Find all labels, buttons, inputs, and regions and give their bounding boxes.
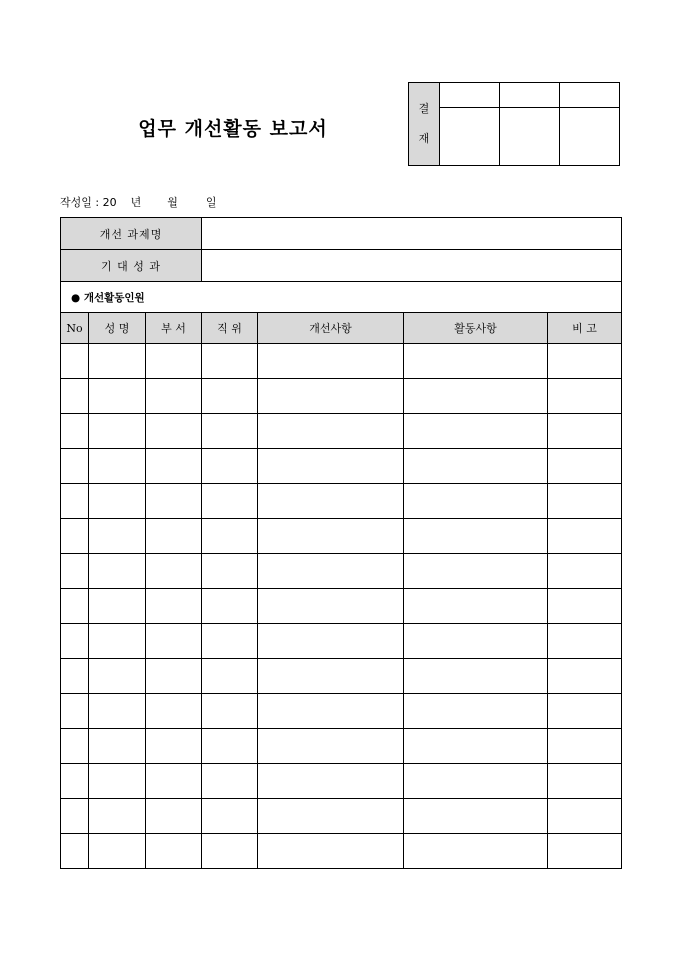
table-cell[interactable] xyxy=(89,799,146,834)
table-cell[interactable] xyxy=(548,834,622,869)
col-header-position: 직 위 xyxy=(202,313,258,344)
table-cell[interactable] xyxy=(548,624,622,659)
table-cell[interactable] xyxy=(202,449,258,484)
table-cell[interactable] xyxy=(89,344,146,379)
table-cell[interactable] xyxy=(146,379,202,414)
table-cell[interactable] xyxy=(89,414,146,449)
document-title: 업무 개선활동 보고서 xyxy=(138,118,328,140)
table-cell[interactable] xyxy=(404,414,548,449)
table-cell[interactable] xyxy=(61,414,89,449)
table-cell[interactable] xyxy=(404,799,548,834)
table-cell[interactable] xyxy=(258,799,404,834)
report-table xyxy=(60,217,622,869)
table-cell[interactable] xyxy=(404,344,548,379)
table-cell[interactable] xyxy=(61,519,89,554)
table-cell[interactable] xyxy=(202,484,258,519)
table-row xyxy=(61,379,622,414)
table-cell[interactable] xyxy=(89,764,146,799)
table-cell[interactable] xyxy=(61,624,89,659)
table-cell[interactable] xyxy=(404,834,548,869)
table-cell[interactable] xyxy=(146,554,202,589)
table-cell[interactable] xyxy=(61,589,89,624)
table-cell[interactable] xyxy=(89,554,146,589)
approval-box xyxy=(408,82,620,166)
table-cell[interactable] xyxy=(548,764,622,799)
table-cell[interactable] xyxy=(404,379,548,414)
table-cell[interactable] xyxy=(258,449,404,484)
table-cell[interactable] xyxy=(146,519,202,554)
table-cell[interactable] xyxy=(146,589,202,624)
table-cell[interactable] xyxy=(548,589,622,624)
col-header-activity: 활동사항 xyxy=(404,313,548,344)
table-cell[interactable] xyxy=(89,659,146,694)
approval-title-cell-2[interactable] xyxy=(500,83,560,108)
table-row xyxy=(61,414,622,449)
approval-sign-cell-3[interactable] xyxy=(560,108,620,166)
table-cell[interactable] xyxy=(202,519,258,554)
table-cell[interactable] xyxy=(146,484,202,519)
table-cell[interactable] xyxy=(548,554,622,589)
table-cell[interactable] xyxy=(202,624,258,659)
approval-label-top: 결 xyxy=(418,102,430,115)
table-cell[interactable] xyxy=(202,694,258,729)
table-cell[interactable] xyxy=(202,554,258,589)
table-cell[interactable] xyxy=(61,344,89,379)
table-row xyxy=(61,764,622,799)
table-cell[interactable] xyxy=(258,589,404,624)
table-cell[interactable] xyxy=(61,694,89,729)
approval-label-bottom: 재 xyxy=(418,132,430,145)
table-cell[interactable] xyxy=(258,659,404,694)
table-cell[interactable] xyxy=(89,519,146,554)
approval-title-cell-3[interactable] xyxy=(560,83,620,108)
table-cell[interactable] xyxy=(146,624,202,659)
table-cell[interactable] xyxy=(548,484,622,519)
table-cell[interactable] xyxy=(89,834,146,869)
table-row xyxy=(61,799,622,834)
table-cell[interactable] xyxy=(548,344,622,379)
col-header-no: No xyxy=(61,313,89,344)
table-cell[interactable] xyxy=(89,694,146,729)
table-cell[interactable] xyxy=(146,694,202,729)
field-label: 기 대 성 과 xyxy=(61,250,202,282)
table-cell[interactable] xyxy=(548,729,622,764)
table-cell[interactable] xyxy=(146,659,202,694)
table-row xyxy=(61,589,622,624)
field-label: 개선 과제명 xyxy=(61,218,202,250)
table-cell[interactable] xyxy=(202,379,258,414)
table-cell[interactable] xyxy=(61,484,89,519)
approval-sign-cell-2[interactable] xyxy=(500,108,560,166)
table-cell[interactable] xyxy=(404,449,548,484)
table-cell[interactable] xyxy=(89,449,146,484)
approval-sign-cell-1[interactable] xyxy=(440,108,500,166)
approval-title-cell-1[interactable] xyxy=(440,83,500,108)
table-cell[interactable] xyxy=(61,834,89,869)
table-cell[interactable] xyxy=(202,799,258,834)
table-row xyxy=(61,624,622,659)
table-cell[interactable] xyxy=(202,729,258,764)
table-cell[interactable] xyxy=(404,554,548,589)
section-title: ● 개선활동인원 xyxy=(61,282,622,313)
table-cell[interactable] xyxy=(146,344,202,379)
table-cell[interactable] xyxy=(61,379,89,414)
table-row xyxy=(61,449,622,484)
table-cell[interactable] xyxy=(258,764,404,799)
table-cell[interactable] xyxy=(258,414,404,449)
table-row xyxy=(61,659,622,694)
table-cell[interactable] xyxy=(89,379,146,414)
date-day: 일 xyxy=(205,196,217,209)
table-row xyxy=(61,729,622,764)
table-cell[interactable] xyxy=(258,344,404,379)
col-header-name: 성 명 xyxy=(89,313,146,344)
table-cell[interactable] xyxy=(146,729,202,764)
table-cell[interactable] xyxy=(89,484,146,519)
table-cell[interactable] xyxy=(146,414,202,449)
table-cell[interactable] xyxy=(89,729,146,764)
table-cell[interactable] xyxy=(548,694,622,729)
table-cell[interactable] xyxy=(89,624,146,659)
table-cell[interactable] xyxy=(404,659,548,694)
table-cell[interactable] xyxy=(61,449,89,484)
table-cell[interactable] xyxy=(202,589,258,624)
table-row xyxy=(61,519,622,554)
column-header-row xyxy=(61,313,622,344)
table-cell[interactable] xyxy=(258,519,404,554)
table-cell[interactable] xyxy=(202,414,258,449)
field-value-task[interactable] xyxy=(202,218,622,250)
field-row-task xyxy=(61,218,622,250)
approval-label xyxy=(409,83,440,166)
table-cell[interactable] xyxy=(404,519,548,554)
table-cell[interactable] xyxy=(202,834,258,869)
table-cell[interactable] xyxy=(61,799,89,834)
table-cell[interactable] xyxy=(404,694,548,729)
date-year: 년 xyxy=(130,196,142,209)
table-cell[interactable] xyxy=(548,449,622,484)
table-cell[interactable] xyxy=(146,449,202,484)
table-row xyxy=(61,834,622,869)
table-cell[interactable] xyxy=(258,379,404,414)
table-cell[interactable] xyxy=(202,344,258,379)
table-row xyxy=(61,554,622,589)
table-cell[interactable] xyxy=(202,659,258,694)
table-cell[interactable] xyxy=(258,834,404,869)
table-cell[interactable] xyxy=(548,379,622,414)
table-cell[interactable] xyxy=(404,624,548,659)
table-cell[interactable] xyxy=(404,589,548,624)
date-month: 월 xyxy=(167,196,178,209)
table-cell[interactable] xyxy=(146,799,202,834)
table-row xyxy=(61,344,622,379)
col-header-dept: 부 서 xyxy=(146,313,202,344)
table-cell[interactable] xyxy=(61,659,89,694)
section-row xyxy=(61,282,622,313)
table-cell[interactable] xyxy=(146,834,202,869)
table-cell[interactable] xyxy=(202,764,258,799)
col-header-improvement: 개선사항 xyxy=(258,313,404,344)
field-value-expected[interactable] xyxy=(202,250,622,282)
table-cell[interactable] xyxy=(61,729,89,764)
table-cell[interactable] xyxy=(258,694,404,729)
table-cell[interactable] xyxy=(548,799,622,834)
table-cell[interactable] xyxy=(404,484,548,519)
table-cell[interactable] xyxy=(89,589,146,624)
table-cell[interactable] xyxy=(548,414,622,449)
date-label: 작성일 : 20 xyxy=(60,196,117,209)
table-cell[interactable] xyxy=(61,554,89,589)
table-row xyxy=(61,484,622,519)
col-header-note: 비 고 xyxy=(548,313,622,344)
table-cell[interactable] xyxy=(258,554,404,589)
table-cell[interactable] xyxy=(404,729,548,764)
table-row xyxy=(61,694,622,729)
table-cell[interactable] xyxy=(548,519,622,554)
table-cell[interactable] xyxy=(404,764,548,799)
table-cell[interactable] xyxy=(258,484,404,519)
table-cell[interactable] xyxy=(548,659,622,694)
field-row-expected xyxy=(61,250,622,282)
date-line xyxy=(60,194,217,210)
table-cell[interactable] xyxy=(258,729,404,764)
table-cell[interactable] xyxy=(258,624,404,659)
table-cell[interactable] xyxy=(146,764,202,799)
table-cell[interactable] xyxy=(61,764,89,799)
